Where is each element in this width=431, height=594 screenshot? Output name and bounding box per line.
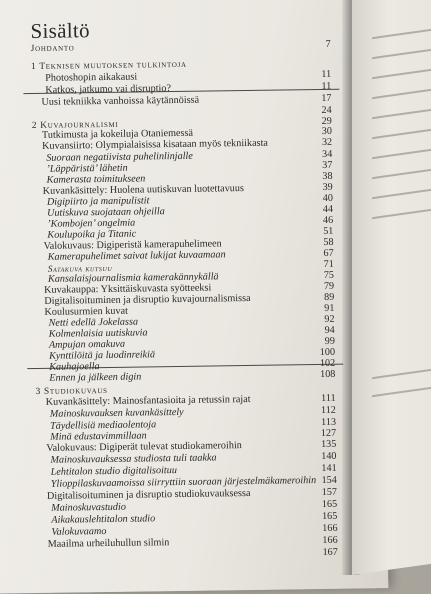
toc-entry-title: Uutiskuva suojataan ohjeilla — [46, 206, 165, 219]
toc-entry-page: 39 — [322, 181, 333, 193]
toc-entry-title: Valokuvaamo — [51, 526, 107, 538]
toc-entry-page: 34 — [322, 148, 333, 160]
toc-entry-title: ’Kombojen’ ongelmia — [47, 217, 136, 230]
toc-entry-title: Valokuvaus: Digiperistä kamerapuhelimeen — [43, 238, 222, 252]
toc-entry-page: 166 — [322, 534, 338, 546]
toc-entry-title: Tutkimusta ja kokeiluja Otaniemessä — [41, 127, 194, 141]
toc-entry-title: Kauhajoella — [49, 361, 100, 373]
toc-entry-page: 99 — [324, 335, 335, 347]
toc-entry-title: Lehtitalon studio digitalisoituu — [50, 465, 177, 478]
toc-entry-page: 7 — [325, 38, 331, 50]
toc-entry-page: 165 — [321, 510, 338, 522]
toc-entry-page: 11 — [321, 80, 332, 92]
adjacent-page — [352, 0, 431, 575]
toc-entry-title: Photoshopin aikakausi — [45, 71, 138, 84]
toc-entry-page: 89 — [324, 291, 335, 303]
toc-entry-title: Kynttilöitä ja luodinreikiä — [48, 349, 156, 362]
toc-entry-page: 94 — [324, 324, 335, 336]
toc-entry-page: 58 — [323, 236, 334, 248]
toc-entry-page: 38 — [322, 170, 333, 182]
toc-entry-page: 111 — [321, 392, 336, 404]
toc-entry-title: Digitalisoituminen ja disruptio studiokuvauksessa — [46, 487, 251, 502]
toc-entry-page: 24 — [321, 104, 332, 116]
toc-entry-title: Kuvakauppa: Yksittäiskuvasta syötteeksi — [44, 282, 212, 296]
toc-entry-title: Digitalisoituminen ja disruptio kuvajournalismissa — [44, 292, 251, 307]
toc-entry-title: Ampujan omakuva — [48, 338, 126, 351]
toc-entry-page: 108 — [319, 368, 336, 381]
toc-entry-title: Netti edellä Jokelassa — [48, 316, 139, 329]
toc-entry-page: 11 — [321, 68, 332, 80]
toc-entry-title: Kuvankäsittely: Huolena uutiskuvan luotettavuus — [42, 183, 244, 197]
toc-entry-title: 3 Studiokuvaus — [35, 385, 108, 397]
toc-entry-page: 113 — [321, 416, 337, 428]
toc-entry-page: 51 — [323, 225, 334, 237]
toc-entry-page: 71 — [323, 258, 334, 270]
toc-entry-page: 157 — [321, 486, 338, 498]
toc-entry-page: 112 — [320, 404, 336, 417]
toc-entry-page: 166 — [322, 522, 338, 534]
toc-entry-page: 167 — [322, 546, 338, 558]
toc-entry-title: Johdanto — [30, 43, 75, 55]
toc-entry-title: 1 Teknisen muutoksen tulkintoja — [30, 59, 187, 73]
toc-entry-page: 102 — [319, 357, 336, 370]
toc-entry-title: Digipiirto ja manipulistit — [46, 195, 150, 208]
toc-entry-page: 79 — [323, 280, 335, 292]
toc-entry-page: 30 — [321, 125, 333, 137]
toc-entry-title: Ennen ja jälkeen digin — [49, 371, 142, 384]
toc-entry-page: 40 — [322, 192, 333, 204]
toc-entry-page: 17 — [321, 92, 332, 104]
toc-entry-title: Maailma urheiluhullun silmin — [47, 537, 170, 550]
toc-entry-title: Mainoskuvauksessa studiosta tuli taakka — [50, 452, 217, 466]
toc-entry-title: Koulusurmien kuvat — [44, 305, 129, 318]
toc-entry-page: 32 — [321, 136, 333, 148]
page-title: Sisältö — [30, 18, 90, 44]
toc-entry-title: Valokuvaus: Digiperät tulevat studiokameroihin — [46, 440, 242, 454]
toc-entry-title: Ylioppilaskuvaamoissa siirryttiin suoraan järjestelmäkameroihin — [50, 475, 317, 490]
toc-entry-title: Satakuva kutsuu — [47, 262, 113, 274]
toc-entry-page: 29 — [321, 115, 332, 127]
toc-entry-title: Kamerasta toimitukseen — [46, 173, 146, 186]
toc-entry-title: Mainoskuvastudio — [51, 501, 126, 514]
toc-entry-title: Kuvansiirto: Olympialaisissa kisataan myös tekniikasta — [42, 137, 268, 152]
toc-entry-page: 44 — [322, 203, 334, 215]
toc-entry-page: 165 — [321, 498, 338, 510]
toc-entry-page: 46 — [322, 214, 334, 226]
toc-entry-title: Mainoskuvauksen kuvankäsittely — [49, 406, 184, 420]
toc-entry-title: Koulupoika ja Titanic — [47, 228, 137, 241]
toc-entry-title: ’Läppäristä’ lähetin — [46, 162, 128, 175]
toc-entry-title: Katkos, jatkumo vai disruptio? — [45, 83, 172, 96]
toc-entry-title: Täydellisiä mediaolentoja — [49, 419, 157, 432]
toc-entry-title: Kolmenlaisia uutiskuvia — [48, 327, 148, 340]
toc-entry-title: Uusi tekniikka vanhoissa käytännöissä — [41, 94, 200, 108]
toc-entry-title: Suoraan negatiivista puhelinlinjalle — [46, 150, 193, 164]
toc-entry-page: 135 — [320, 438, 337, 451]
toc-entry-page: 75 — [323, 269, 335, 281]
toc-entry-title: Kuvankäsittely: Mainosfantasioita ja retussin rajat — [45, 393, 251, 408]
toc-entry-title: Kamerapuhelimet saivat lukijat kuvaamaan — [47, 249, 226, 263]
toc-entry-title: 2 Kuvajournalismi — [31, 119, 119, 132]
toc-entry-page: 37 — [322, 159, 333, 171]
toc-entry-title: Minä edustavimmillaan — [50, 430, 147, 443]
toc-entry-page: 127 — [320, 427, 337, 440]
toc-entry-title: Aikakauslehtitalon studio — [51, 513, 156, 526]
toc-entry-page: 141 — [321, 462, 337, 475]
toc-entry-page: 154 — [321, 474, 337, 486]
toc-entry-title: Kansalaisjournalismia kamerakännykällä — [47, 271, 219, 285]
toc-entry-page: 100 — [319, 346, 336, 359]
toc-entry-page: 140 — [321, 450, 337, 463]
toc-entry-page: 67 — [323, 247, 334, 259]
toc-entry-page: 92 — [324, 313, 335, 325]
toc-entry-page: 91 — [324, 302, 335, 314]
